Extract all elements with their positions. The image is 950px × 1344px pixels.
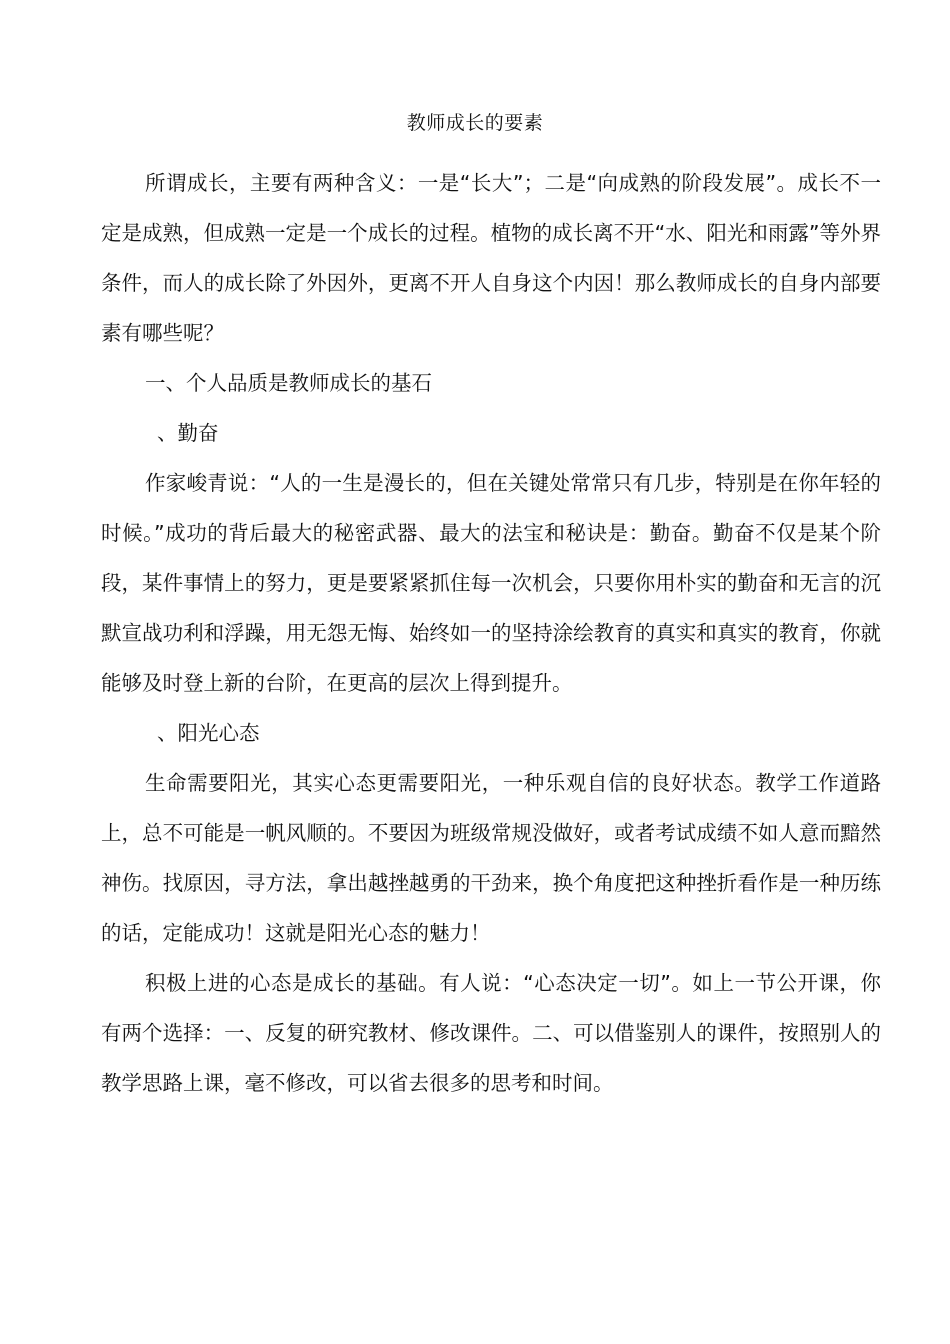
section-heading: 一、个人品质是教师成长的基石 (145, 371, 432, 395)
paragraph-positive-attitude: 积极上进的心态是成长的基础。有人说：“心态决定一切”。如上一节公开课，你有两个选择：一、反复的研究教材、修改课件。二、可以借鉴别人的课件，按照别人的教学思路上课，毫不修改，可以省去很多的思考和时间。 (101, 971, 881, 1095)
document-body (101, 158, 881, 1108)
paragraph-intro: 所谓成长，主要有两种含义：一是“长大”；二是“向成熟的阶段发展”。成长不一定是成熟，但成熟一定是一个成长的过程。植物的成长离不开“水、阳光和雨露”等外界条件，而人的成长除了外因外，更离不开人自身这个内因！那么教师成长的自身内部要素有哪些呢？ (101, 171, 881, 345)
paragraph-sunny-mindset: 生命需要阳光，其实心态更需要阳光，一种乐观自信的良好状态。教学工作道路上，总不可能是一帆风顺的。不要因为班级常规没做好，或者考试成绩不如人意而黯然神伤。找原因，寻方法，拿出越挫越勇的干劲来，换个角度把这种挫折看作是一种历练的话，定能成功！这就是阳光心态的魅力！ (101, 771, 881, 945)
document-title: 教师成长的要素 (406, 112, 544, 134)
paragraph-diligence: 作家峻青说：“人的一生是漫长的，但在关键处常常只有几步，特别是在你年轻的时候。”成功的背后最大的秘密武器、最大的法宝和秘诀是：勤奋。勤奋不仅是某个阶段，某件事情上的努力，更是要紧紧抓住每一次机会，只要你用朴实的勤奋和无言的沉默宣战功利和浮躁，用无怨无悔、始终如一的坚持涂绘教育的真实和真实的教育，你就能够及时登上新的台阶，在更高的层次上得到提升。 (101, 471, 881, 695)
subsection-heading-sunny-mindset: 、阳光心态 (157, 721, 260, 745)
subsection-heading-diligence: 、勤奋 (157, 421, 219, 445)
